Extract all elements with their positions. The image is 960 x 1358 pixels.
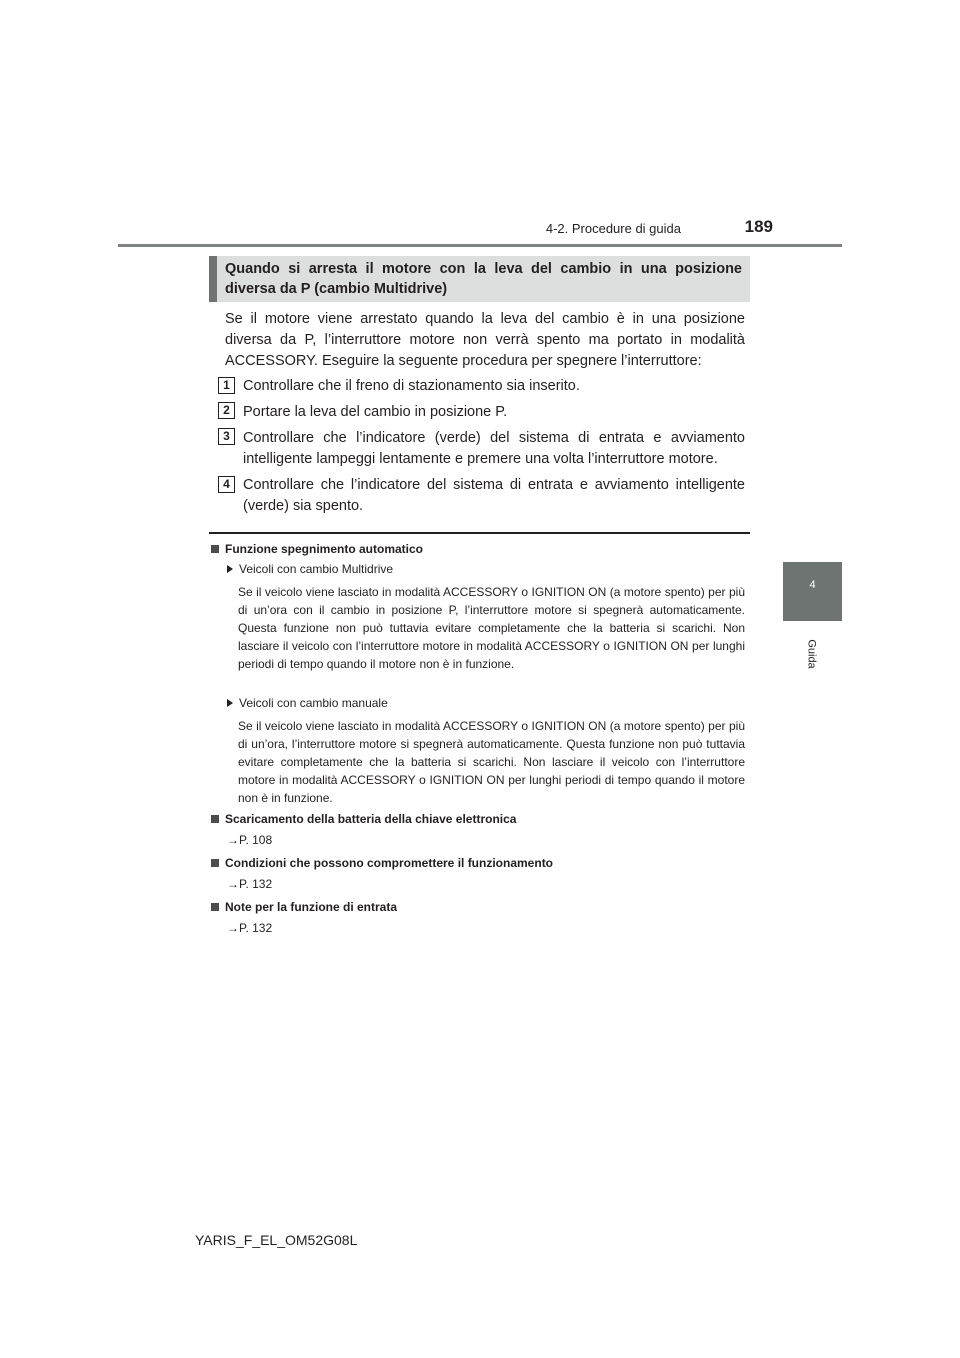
note-heading (211, 811, 516, 827)
note-heading (211, 899, 397, 915)
step-number-badge: 3 (218, 428, 235, 445)
subsection-heading (227, 695, 388, 711)
page-reference: →P. 132 (227, 877, 273, 891)
note-heading-text: Scaricamento della batteria della chiave elettronica (225, 812, 517, 826)
note-heading (211, 541, 423, 557)
square-bullet-icon (211, 903, 219, 911)
step-text: Controllare che l’indicatore del sistema di entrata e avviamento intelligente (verde) sia spento. (243, 477, 745, 514)
page-number: 189 (744, 217, 773, 236)
step-text: Portare la leva del cambio in posizione P. (243, 404, 508, 420)
step-text: Controllare che l’indicatore (verde) del sistema di entrata e avviamento intelligente lampeggi lentamente e premere una volta l’interruttore motore. (243, 430, 745, 467)
step-text: Controllare che il freno di stazionamento sia inserito. (243, 378, 580, 394)
section-intro: Se il motore viene arrestato quando la leva del cambio è in una posizione diversa da P, l’interruttore motore non verrà spento ma portato in modalità ACCESSORY. Eseguire la seguente procedura per spegnere l’interruttore: (225, 311, 745, 369)
square-bullet-icon (211, 859, 219, 867)
section-heading-box (209, 256, 750, 302)
chapter-tab-label (800, 632, 824, 676)
note-heading (211, 855, 553, 871)
step-number-badge: 1 (218, 377, 235, 394)
subsection-heading (227, 561, 393, 577)
note-paragraph: Se il veicolo viene lasciato in modalità ACCESSORY o IGNITION ON (a motore spento) per più di un’ora con il cambio in posizione P, l’interruttore motore si spegnerà automaticamente. Questa funzione non può tuttavia evitare completamente che la batteria si scarichi. Non lasciare il veicolo con l’interruttore motore in modalità ACCESSORY o IGNITION ON per lunghi periodi di tempo quando il motore non è in funzione. (238, 585, 745, 671)
subsection-heading-text: Veicoli con cambio manuale (239, 696, 388, 710)
step-number-badge: 2 (218, 402, 235, 419)
note-heading-text: Funzione spegnimento automatico (225, 542, 424, 556)
page-reference: →P. 108 (227, 833, 273, 847)
triangle-bullet-icon (227, 699, 233, 707)
chapter-tab-number: 4 (809, 579, 816, 591)
note-heading-text: Note per la funzione di entrata (225, 900, 398, 914)
document-code: YARIS_F_EL_OM52G08L (195, 1232, 358, 1248)
notes-separator (209, 532, 750, 534)
note-heading-text: Condizioni che possono compromettere il funzionamento (225, 856, 554, 870)
triangle-bullet-icon (227, 565, 233, 573)
page-reference: →P. 132 (227, 921, 273, 935)
step-number-badge: 4 (218, 476, 235, 493)
square-bullet-icon (211, 545, 219, 553)
subsection-heading-text: Veicoli con cambio Multidrive (239, 562, 394, 576)
square-bullet-icon (211, 815, 219, 823)
chapter-tab (783, 562, 842, 621)
chapter-tab-label-text: Guida (806, 639, 819, 669)
header-rule (118, 244, 842, 247)
section-heading-accent-bar (209, 256, 217, 302)
running-header-section: 4-2. Procedure di guida (545, 221, 681, 236)
section-heading: Quando si arresta il motore con la leva del cambio in una posizione diversa da P (cambio Multidrive) (225, 261, 742, 297)
note-paragraph: Se il veicolo viene lasciato in modalità ACCESSORY o IGNITION ON (a motore spento) per più di un’ora, l’interruttore motore si spegnerà automaticamente. Questa funzione non può tuttavia evitare completamente che la batteria si scarichi. Non lasciare il veicolo con l’interruttore motore in modalità ACCESSORY o IGNITION ON per lunghi periodi di tempo quando il motore non è in funzione. (238, 719, 745, 805)
